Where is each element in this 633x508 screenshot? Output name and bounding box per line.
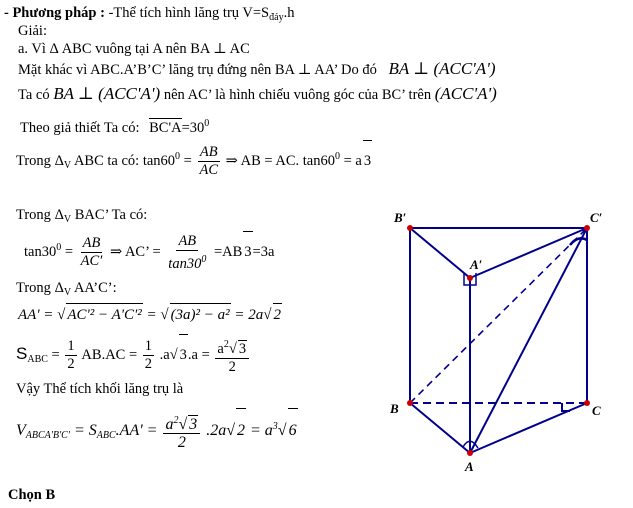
aa-radicand-2: (3a)² − a² <box>170 303 231 326</box>
frac-volume-den: 2 <box>177 433 186 451</box>
perp-expression-2: BA ⊥ (ACC'A') <box>53 84 161 103</box>
aa-radicand-1: AC'² − A'C'² <box>66 303 142 326</box>
eq-a: = a <box>340 153 362 169</box>
line-ta-co <box>18 85 497 104</box>
edge-ap-cp <box>470 228 587 278</box>
method-line <box>4 4 294 27</box>
v-sub2: ABC <box>96 430 116 441</box>
delta-symbol: Δ <box>54 153 64 169</box>
plane-expression: (ACC'A') <box>434 84 497 103</box>
frac-num-2: AB <box>82 235 101 252</box>
s-label: S <box>16 344 28 363</box>
line-trong-bac <box>16 206 147 229</box>
point-bp <box>407 225 413 231</box>
angle-degree: 0 <box>204 118 210 129</box>
s-a: .a = <box>187 347 210 363</box>
label-cp: C′ <box>590 210 603 225</box>
frac-a2-num: $a^2√$ 3 <box>215 336 249 359</box>
sqrt-6: 6 <box>288 408 298 453</box>
sqrt-2: 2 <box>273 303 283 326</box>
method-sub: đáy <box>269 12 284 23</box>
frac-half <box>65 338 76 373</box>
delta-sub-2: V <box>63 214 72 225</box>
v-label: V <box>16 422 26 439</box>
answer-choice: Chọn B <box>8 487 56 503</box>
delta-symbol-3: Δ <box>54 280 64 296</box>
frac-half-2 <box>143 338 154 373</box>
sqrt-2-b: 2 <box>236 408 246 453</box>
frac-a2-den: 2 <box>228 358 236 375</box>
aa-lhs: AA' = <box>18 307 54 323</box>
ta-co-text-2: nên AC’ là hình chiếu vuông góc của BC’ trên <box>163 87 432 103</box>
trong-aac-text: AA’C’: <box>73 280 117 296</box>
line-s-abc: $S_{ABC}$ = $\frac{1}{2}$ AB.AC = $\frac{1}{2}$ .a√ 3.a = $\frac{a^2√ 3}{2}$ <box>16 334 251 380</box>
frac-volume-num: $a^2√$ 3 <box>163 412 200 434</box>
half-den-2: 2 <box>144 356 153 373</box>
label-b: B <box>390 401 399 416</box>
line-trong-aac <box>16 279 117 302</box>
s-eq: = <box>51 347 60 363</box>
sup-2: 2 <box>223 338 229 350</box>
prism-figure <box>390 205 630 475</box>
implies-text: ⇒ AB = AC. tan60 <box>225 153 335 169</box>
delta-sub: V <box>63 160 72 171</box>
giai-label: Giải: <box>18 23 47 39</box>
v-eq: = S <box>73 422 97 439</box>
point-a <box>467 450 473 456</box>
line-mat-khac <box>18 60 496 79</box>
s-mid-2: .a <box>159 347 170 363</box>
deg-4: 0 <box>201 253 207 265</box>
half-num: 1 <box>67 338 75 355</box>
point-b <box>407 400 413 406</box>
frac-num-3: AB <box>178 232 197 249</box>
aa-eq-2: = <box>146 307 157 323</box>
trong-word-2: Trong <box>16 207 51 223</box>
edge-b-a <box>410 403 470 453</box>
frac-ab-tan30 <box>166 233 208 273</box>
trong-bac-text: BAC’ Ta có: <box>74 207 148 223</box>
frac-num: AB <box>199 144 218 161</box>
perp-expression: BA ⊥ (ACC'A') <box>388 59 496 78</box>
line-volume: $V_{ABCA'B'C'} = S_{ABC}.AA'$ = $\frac{a^2√ 3}{2}$ .2a√ $2 = a^3√$ 6 <box>16 405 298 458</box>
sqrt-3-e: 3 <box>189 415 198 433</box>
ta-co-text: Ta có <box>18 87 50 103</box>
label-a: A <box>465 459 474 474</box>
method-text: -Thể tích hình lăng trụ V=S <box>104 5 270 21</box>
delta-symbol-2: Δ <box>54 207 64 223</box>
angle-value: =30 <box>181 120 205 136</box>
tan30-label: tan30 <box>24 244 57 260</box>
point-ap <box>467 275 473 281</box>
v-eq2: = a <box>250 422 273 439</box>
s-sub: ABC <box>27 354 48 365</box>
v-sub: ABCA'B'C' <box>25 430 70 441</box>
diagonal-b-cp <box>410 228 587 403</box>
sup-3: 3 <box>272 421 278 432</box>
method-heading: - Phương pháp : <box>4 5 105 21</box>
line-aa: AA' = √ AC'² − A'C'² = √ (3a)² − a² = 2a√ 2 <box>18 303 282 326</box>
sqrt-3: 3 <box>363 140 372 181</box>
eq-2: = <box>61 244 74 260</box>
half-den: 2 <box>67 356 75 373</box>
v-aa: .AA' = <box>115 422 158 439</box>
point-cp <box>584 225 590 231</box>
deg-3: 0 <box>56 242 62 253</box>
method-tail: .h <box>283 5 295 21</box>
v-tail: .2a <box>206 422 227 439</box>
sqrt-3-b: 3 <box>243 231 252 272</box>
frac-den-3 <box>166 251 208 273</box>
point-c <box>584 400 590 406</box>
theo-gt-text: Theo giả thiết Ta có: <box>20 120 140 136</box>
sqrt-3-c: 3 <box>179 334 188 375</box>
delta-sub-3: V <box>63 287 72 298</box>
trong-word: Trong <box>16 153 51 169</box>
line-tan30 <box>24 228 274 273</box>
label-bp: B′ <box>394 210 407 225</box>
edge-bp-ap <box>410 228 470 278</box>
trong-word-3: Trong <box>16 280 51 296</box>
line-tan60 <box>16 137 372 186</box>
aa-eq-3: = 2a <box>234 307 264 323</box>
frac-ab-ac <box>197 144 220 179</box>
ab-root-text: =AB <box>213 244 243 260</box>
a-char-2: a <box>165 415 174 433</box>
deg-2: 0 <box>335 151 340 162</box>
ac-eq: ⇒ AC’ = <box>109 244 161 260</box>
half-num-2: 1 <box>144 338 153 355</box>
angle-name: BC'A <box>149 120 182 136</box>
line-a: a. Vì Δ ABC vuông tại A nên BA ⊥ AC <box>18 41 250 57</box>
label-ap: A′ <box>470 257 483 272</box>
s-mid: AB.AC = <box>81 347 138 363</box>
sqrt-3-d: 3 <box>238 340 247 357</box>
sup-2b: 2 <box>173 414 179 426</box>
line-vay: Vậy Thể tích khối lăng trụ là <box>16 381 184 397</box>
eq-3a: =3a <box>252 244 275 260</box>
frac-den-2: AC′ <box>80 253 103 270</box>
frac-den: AC <box>199 162 219 179</box>
mat-khac-text: Mặt khác vì ABC.A’B’C’ lăng trụ đứng nên BA ⊥ AA’ Do đó <box>18 62 377 78</box>
eq-1: = <box>180 153 192 169</box>
deg-1: 0 <box>175 151 181 162</box>
frac-ab-acp <box>79 235 105 270</box>
frac-den-3-text: tan30 <box>168 255 202 272</box>
tan60-text: ABC ta có: tan60 <box>73 153 176 169</box>
frac-volume <box>163 412 200 451</box>
a-char: a <box>217 340 224 357</box>
diagonal-a-cp <box>470 228 587 453</box>
label-c: C <box>592 403 601 418</box>
frac-a2-root3 <box>215 336 249 376</box>
line-theo-gt <box>20 115 209 137</box>
